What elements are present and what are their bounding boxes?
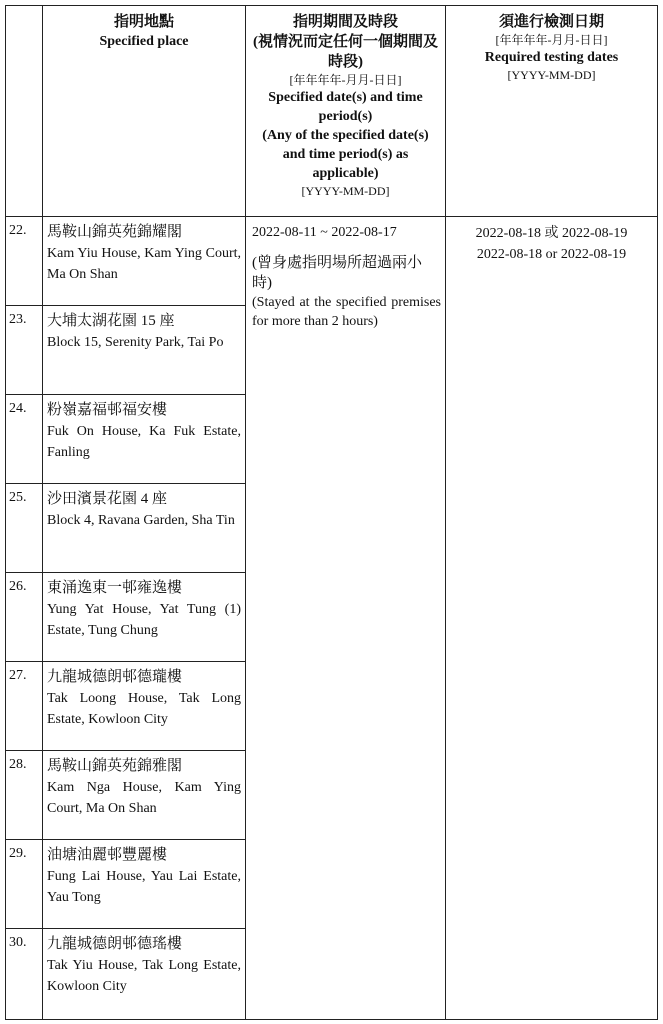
place-cell (43, 662, 246, 751)
period-cell (246, 217, 446, 1020)
place-cell (43, 217, 246, 306)
row-number: 26. (6, 573, 43, 662)
header-period (246, 6, 446, 217)
place-cell (43, 395, 246, 484)
place-en: Block 15, Serenity Park, Tai Po (47, 335, 224, 350)
header-number-cell (6, 6, 43, 217)
place-en: Kam Yiu House, Kam Ying Court, Ma On Shan (47, 246, 241, 282)
row-number: 24. (6, 395, 43, 484)
place-cell (43, 573, 246, 662)
header-period-zh: 指明期間及時段 (292, 14, 398, 30)
place-en: Yung Yat House, Yat Tung (1) Estate, Tung Chung (47, 602, 241, 638)
row-number: 28. (6, 751, 43, 840)
place-zh: 大埔太湖花園 15 座 (47, 313, 175, 329)
header-row (6, 6, 658, 217)
row-number: 23. (6, 306, 43, 395)
header-period-en: Specified date(s) and time period(s) (268, 90, 423, 124)
testing-dates-cell (446, 217, 658, 1020)
header-period-zh-note: (視情況而定任何一個期間及時段) (253, 34, 438, 70)
place-zh: 馬鞍山錦英苑錦雅閣 (47, 758, 183, 774)
period-range: 2022-08-11 ~ 2022-08-17 (252, 225, 397, 240)
row-number: 22. (6, 217, 43, 306)
header-place-en: Specified place (99, 34, 189, 49)
header-place (43, 6, 246, 217)
place-zh: 油塘油麗邨豐麗樓 (47, 847, 168, 863)
period-note-zh: (曾身處指明場所超過兩小時) (252, 255, 422, 291)
header-period-zh-format: [年年年年-月月-日日] (289, 73, 402, 87)
testing-dates-zh: 2022-08-18 或 2022-08-19 (475, 226, 628, 241)
place-cell (43, 840, 246, 929)
place-en: Kam Nga House, Kam Ying Court, Ma On Shan (47, 780, 241, 816)
header-testing (446, 6, 658, 217)
period-note-en: (Stayed at the specified premises for more than 2 hours) (252, 295, 441, 329)
header-testing-en-format: [YYYY-MM-DD] (507, 68, 596, 82)
row-number: 29. (6, 840, 43, 929)
row-number: 30. (6, 929, 43, 1020)
header-period-en-format: [YYYY-MM-DD] (301, 184, 390, 198)
place-cell (43, 929, 246, 1020)
table-row (6, 217, 658, 306)
specified-places-table (5, 5, 658, 1020)
place-en: Block 4, Ravana Garden, Sha Tin (47, 513, 235, 528)
place-cell (43, 484, 246, 573)
place-en: Fuk On House, Ka Fuk Estate, Fanling (47, 424, 241, 460)
place-zh: 東涌逸東一邨雍逸樓 (47, 580, 183, 596)
place-zh: 九龍城德朗邨德瓏樓 (47, 669, 183, 685)
place-zh: 九龍城德朗邨德瑤樓 (47, 936, 183, 952)
row-number: 25. (6, 484, 43, 573)
place-en: Tak Yiu House, Tak Long Estate, Kowloon City (47, 958, 241, 994)
place-en: Fung Lai House, Yau Lai Estate, Yau Tong (47, 869, 241, 905)
place-zh: 沙田濱景花園 4 座 (47, 491, 168, 507)
place-cell (43, 751, 246, 840)
row-number: 27. (6, 662, 43, 751)
header-testing-zh-format: [年年年年-月月-日日] (495, 33, 608, 47)
place-en: Tak Loong House, Tak Long Estate, Kowloon City (47, 691, 241, 727)
place-cell (43, 306, 246, 395)
header-testing-en: Required testing dates (484, 50, 619, 65)
header-testing-zh: 須進行檢測日期 (498, 14, 604, 30)
place-zh: 粉嶺嘉福邨福安樓 (47, 402, 168, 418)
header-place-zh: 指明地點 (113, 14, 174, 30)
testing-dates-en: 2022-08-18 or 2022-08-19 (476, 247, 627, 262)
place-zh: 馬鞍山錦英苑錦耀閣 (47, 224, 183, 240)
header-period-en-note: (Any of the specified date(s) and time period(s) as applicable) (262, 128, 429, 181)
